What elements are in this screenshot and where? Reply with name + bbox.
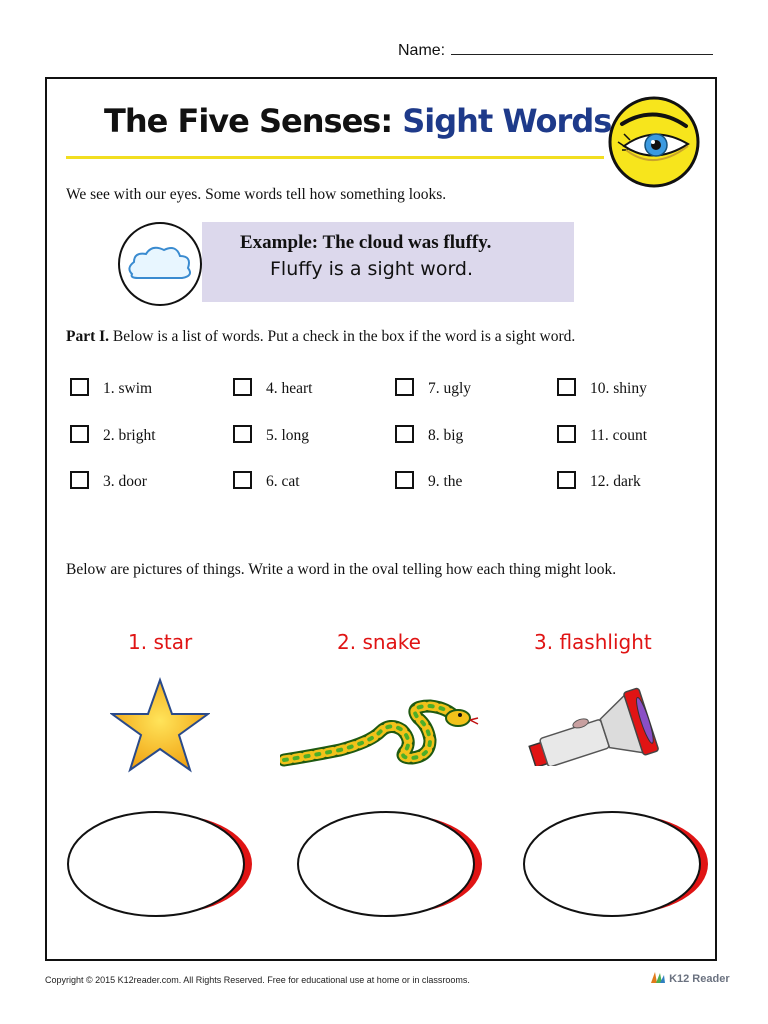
cloud-icon — [120, 224, 200, 304]
name-field[interactable] — [398, 42, 713, 60]
word-label: 4. heart — [266, 380, 313, 397]
star-icon — [110, 676, 210, 776]
word-label: 3. door — [103, 473, 147, 490]
checkbox[interactable] — [557, 471, 576, 489]
answer-oval-flashlight[interactable] — [518, 808, 714, 920]
part1-instructions — [66, 328, 575, 346]
checkbox[interactable] — [233, 425, 252, 443]
checkbox[interactable] — [70, 425, 89, 443]
example-explanation: Fluffy is a sight word. — [270, 258, 474, 280]
word-item[interactable] — [70, 378, 152, 398]
checkbox[interactable] — [395, 471, 414, 489]
name-label: Name: — [398, 42, 446, 59]
eye-icon — [608, 96, 700, 188]
word-item[interactable] — [395, 378, 471, 398]
name-blank-line[interactable] — [451, 42, 713, 55]
word-label: 12. dark — [590, 473, 641, 490]
checkbox[interactable] — [395, 425, 414, 443]
item-label-flashlight: 3. flashlight — [534, 630, 652, 654]
word-item[interactable] — [70, 471, 147, 491]
part1-text: Below is a list of words. Put a check in the box if the word is a sight word. — [112, 328, 576, 345]
word-item[interactable] — [233, 378, 312, 398]
snake-icon — [280, 696, 480, 768]
k12-logo — [650, 970, 730, 985]
checkbox[interactable] — [557, 378, 576, 396]
word-label: 6. cat — [266, 473, 300, 490]
checkbox[interactable] — [233, 471, 252, 489]
k12-logo-icon — [650, 970, 666, 984]
part1-label: Part I. — [66, 328, 110, 345]
answer-oval-star[interactable] — [62, 808, 258, 920]
word-label: 2. bright — [103, 427, 156, 444]
example-sentence: Example: The cloud was fluffy. — [240, 232, 492, 253]
word-item[interactable] — [557, 425, 647, 445]
item-label-star: 1. star — [128, 630, 193, 654]
answer-oval-snake[interactable] — [292, 808, 488, 920]
checkbox[interactable] — [70, 378, 89, 396]
logo-text: K12 Reader — [669, 973, 730, 985]
word-label: 7. ugly — [428, 380, 472, 397]
title-sub: Sight Words — [402, 102, 612, 140]
word-label: 5. long — [266, 427, 310, 444]
word-label: 11. count — [590, 427, 648, 444]
checkbox[interactable] — [395, 378, 414, 396]
page-title — [104, 102, 611, 140]
part2-instructions: Below are pictures of things. Write a word in the oval telling how each thing might look. — [66, 561, 617, 578]
item-label-snake: 2. snake — [337, 630, 421, 654]
checkbox[interactable] — [70, 471, 89, 489]
word-label: 8. big — [428, 427, 464, 444]
word-label: 9. the — [428, 473, 463, 490]
word-label: 10. shiny — [590, 380, 647, 397]
title-main: The Five Senses: — [104, 102, 393, 140]
word-item[interactable] — [233, 425, 309, 445]
checkbox[interactable] — [557, 425, 576, 443]
checkbox[interactable] — [233, 378, 252, 396]
cloud-badge — [118, 222, 202, 306]
word-item[interactable] — [557, 471, 641, 491]
flashlight-icon — [522, 686, 662, 766]
word-item[interactable] — [233, 471, 300, 491]
word-label: 1. swim — [103, 380, 153, 397]
copyright-text: Copyright © 2015 K12reader.com. All Rights Reserved. Free for educational use at home or in classrooms. — [45, 975, 470, 985]
title-underline — [66, 156, 604, 159]
intro-text: We see with our eyes. Some words tell how something looks. — [66, 186, 447, 203]
word-item[interactable] — [70, 425, 156, 445]
word-item[interactable] — [557, 378, 647, 398]
word-item[interactable] — [395, 471, 462, 491]
word-item[interactable] — [395, 425, 463, 445]
